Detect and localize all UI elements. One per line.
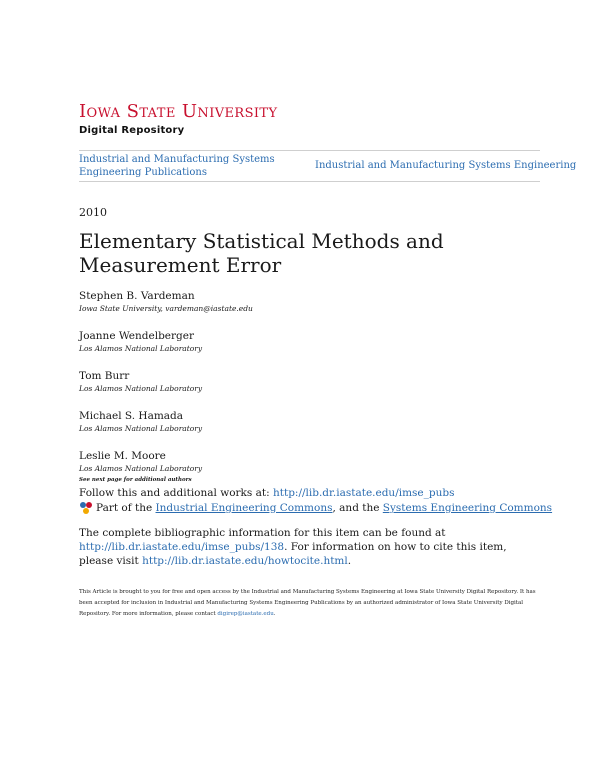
author-entry	[79, 370, 539, 394]
author-affiliation: Iowa State University, vardeman@iastate.edu	[79, 304, 253, 313]
author-entry	[79, 330, 539, 354]
publication-year: 2010	[79, 206, 107, 219]
network-icon	[79, 501, 93, 515]
collection-bar	[79, 150, 577, 182]
follow-line	[79, 486, 455, 500]
howtocite-link[interactable]: http://lib.dr.iastate.edu/howtocite.html	[142, 555, 348, 567]
author-entry	[79, 290, 539, 314]
contact-email-link[interactable]: digirep@iastate.edu	[217, 611, 274, 617]
industrial-engineering-commons-link[interactable]: Industrial Engineering Commons	[155, 502, 333, 514]
article-title: Elementary Statistical Methods and Measurement Error	[79, 229, 444, 277]
author-name: Tom Burr	[79, 370, 130, 382]
collection-link-department[interactable]: Industrial and Manufacturing Systems Engineering	[315, 160, 577, 171]
see-next-note: See next page for additional authors	[79, 477, 192, 483]
systems-engineering-commons-link[interactable]: Systems Engineering Commons	[382, 502, 553, 514]
item-link[interactable]: http://lib.dr.iastate.edu/imse_pubs/138	[79, 541, 285, 553]
repository-logo[interactable]	[79, 103, 277, 136]
author-affiliation: Los Alamos National Laboratory	[79, 464, 203, 473]
author-entry	[79, 410, 539, 434]
author-list	[79, 290, 539, 490]
author-affiliation: Los Alamos National Laboratory	[79, 424, 203, 433]
part-of-prefix: Part of the	[96, 502, 153, 514]
university-name: Iowa State University	[79, 101, 278, 122]
bibliographic-info	[79, 526, 539, 568]
access-notice-suffix: .	[273, 611, 276, 617]
author-name: Leslie M. Moore	[79, 450, 166, 462]
access-notice	[79, 587, 539, 620]
imse-pubs-link[interactable]: http://lib.dr.iastate.edu/imse_pubs	[273, 487, 455, 499]
author-affiliation: Los Alamos National Laboratory	[79, 384, 203, 393]
author-name: Michael S. Hamada	[79, 410, 184, 422]
repository-name: Digital Repository	[79, 125, 185, 136]
biblio-middle: . For information on how to cite this item, please visit	[79, 541, 507, 567]
author-entry	[79, 450, 539, 474]
author-name: Stephen B. Vardeman	[79, 290, 195, 302]
biblio-prefix: The complete bibliographic information for this item can be found at	[79, 527, 446, 539]
biblio-suffix: .	[347, 555, 352, 567]
author-affiliation: Los Alamos National Laboratory	[79, 344, 203, 353]
author-name: Joanne Wendelberger	[79, 330, 194, 342]
collection-link-publications[interactable]: Industrial and Manufacturing Systems Engineering Publications	[79, 154, 275, 178]
part-of-line	[79, 501, 552, 515]
follow-prefix: Follow this and additional works at:	[79, 487, 273, 499]
access-notice-text: This Article is brought to you for free and open access by the Industrial and Manufacturing Systems Engineering at Iowa State University Digital Repository. It has been accepted for inclusion in Industrial and Manufacturing Systems Engineering Publications by an authorized administrator of Iowa State University Digital Repository. For more information, please contact	[79, 589, 536, 617]
part-of-middle: , and the	[332, 502, 380, 514]
